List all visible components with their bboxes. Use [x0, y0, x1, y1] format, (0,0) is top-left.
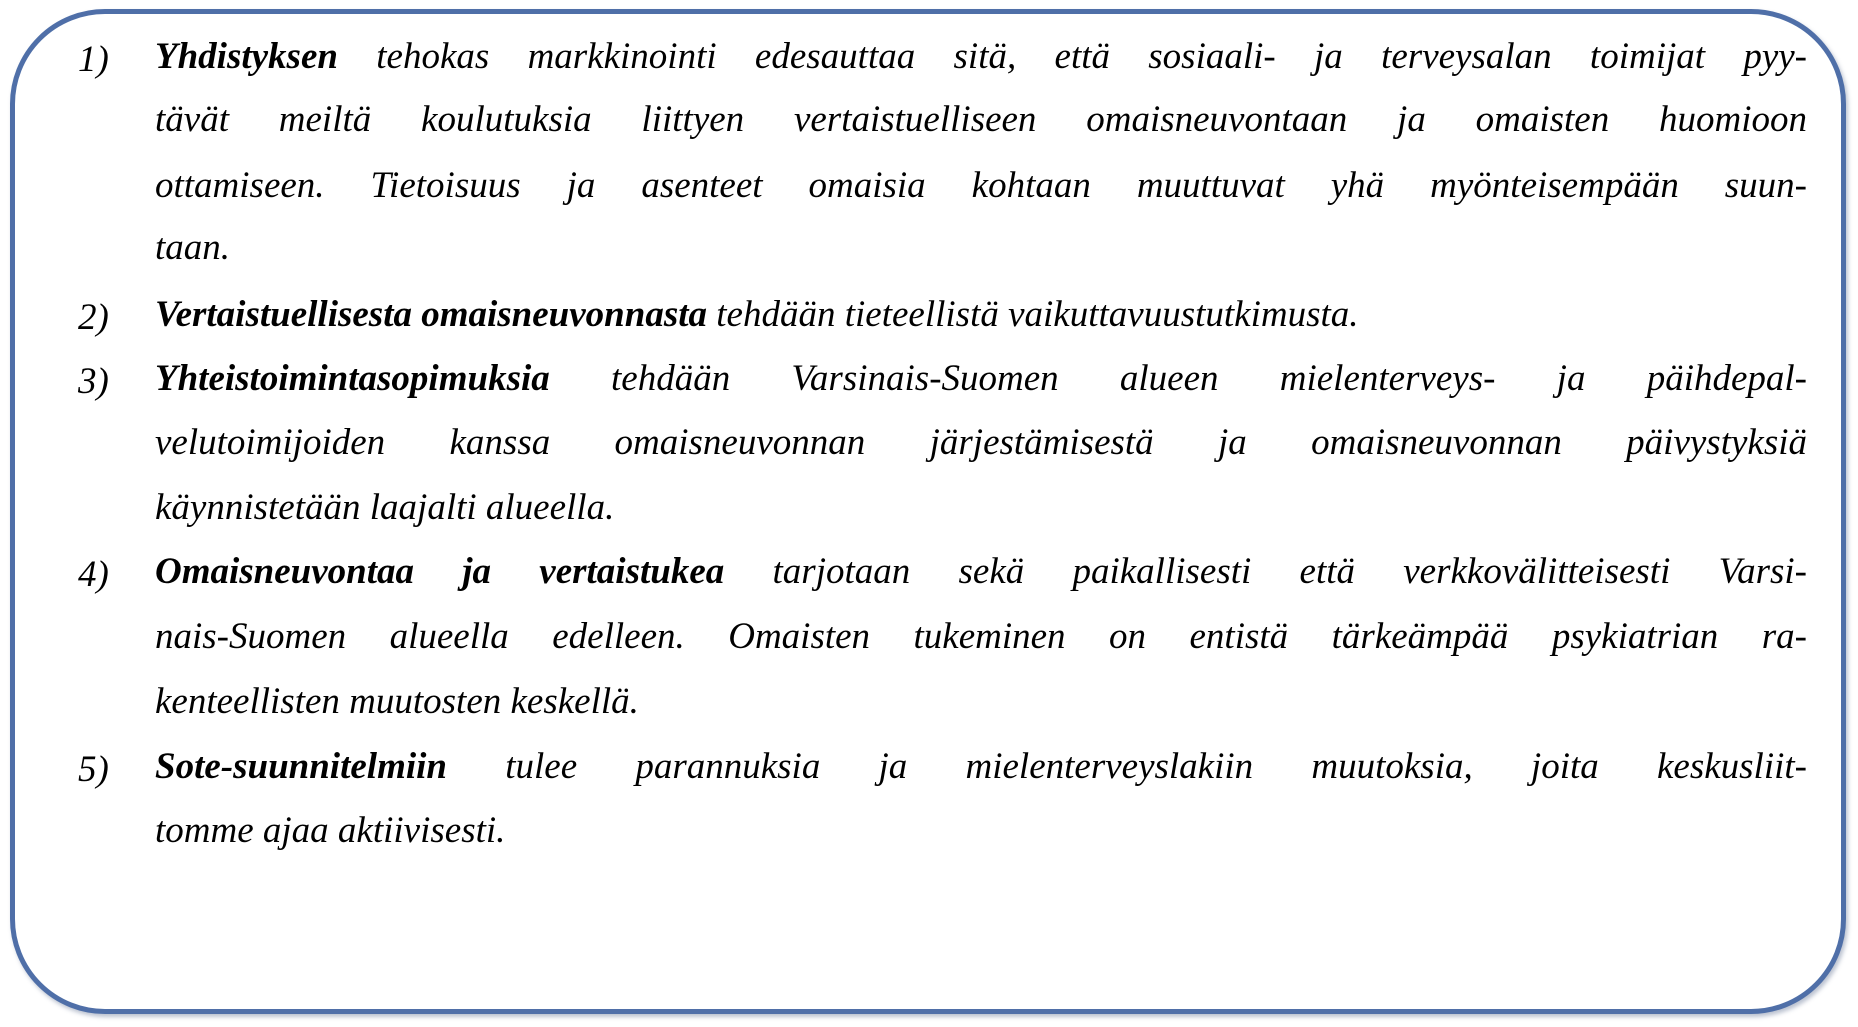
list-line: [155, 38, 1807, 75]
line-text: ottamiseen. Tietoisuus ja asenteet omaisia kohtaan muuttuvat yhä myönteisempään suun-: [155, 165, 1807, 206]
line-text: tehdään Varsinais-Suomen alueen mielenterveys- ja päihdepal-: [549, 358, 1807, 399]
list-line: [155, 101, 1807, 138]
line-text: taan.: [155, 227, 231, 268]
list-line: [155, 489, 1807, 526]
bold-phrase: Vertaistuellisesta omaisneuvonnasta: [155, 294, 708, 335]
line-text: tävät meiltä koulutuksia liittyen vertaistuelliseen omaisneuvontaan ja omaisten huomioon: [155, 99, 1807, 140]
list-number: 4): [78, 554, 109, 595]
bold-phrase: Yhdistyksen: [155, 36, 338, 77]
line-text: käynnistetään laajalti alueella.: [155, 487, 615, 528]
list-line: [155, 683, 1807, 720]
list-line: [155, 424, 1807, 461]
line-text: nais-Suomen alueella edelleen. Omaisten tukeminen on entistä tärkeämpää psykiatrian ra-: [155, 616, 1807, 657]
line-text: tomme ajaa aktiivisesti.: [155, 810, 506, 851]
bold-phrase: Sote-suunnitelmiin: [155, 746, 447, 787]
list-number: 3): [78, 361, 109, 402]
line-text: tehdään tieteellistä vaikuttavuustutkimusta.: [707, 294, 1359, 335]
line-text: tehokas markkinointi edesauttaa sitä, että sosiaali- ja terveysalan toimijat pyy-: [337, 36, 1807, 77]
bold-phrase: Omaisneuvontaa ja vertaistukea: [155, 551, 725, 592]
line-text: tulee parannuksia ja mielenterveyslakiin muutoksia, joita keskusliit-: [447, 746, 1807, 787]
list-line: [155, 748, 1807, 785]
list-line: [155, 618, 1807, 655]
list-number: 2): [78, 297, 109, 338]
line-text: tarjotaan sekä paikallisesti että verkkovälitteisesti Varsi-: [724, 551, 1807, 592]
list-number: 1): [78, 39, 109, 80]
list-line: [155, 229, 1807, 266]
list-line: [155, 553, 1807, 590]
bold-phrase: Yhteistoimintasopimuksia: [155, 358, 550, 399]
list-line: [155, 296, 1807, 333]
list-number: 5): [78, 749, 109, 790]
line-text: kenteellisten muutosten keskellä.: [155, 681, 639, 722]
list-line: [155, 360, 1807, 397]
list-line: [155, 167, 1807, 204]
line-text: velutoimijoiden kanssa omaisneuvonnan järjestämisestä ja omaisneuvonnan päivystyksiä: [155, 422, 1807, 463]
list-line: [155, 812, 1807, 849]
